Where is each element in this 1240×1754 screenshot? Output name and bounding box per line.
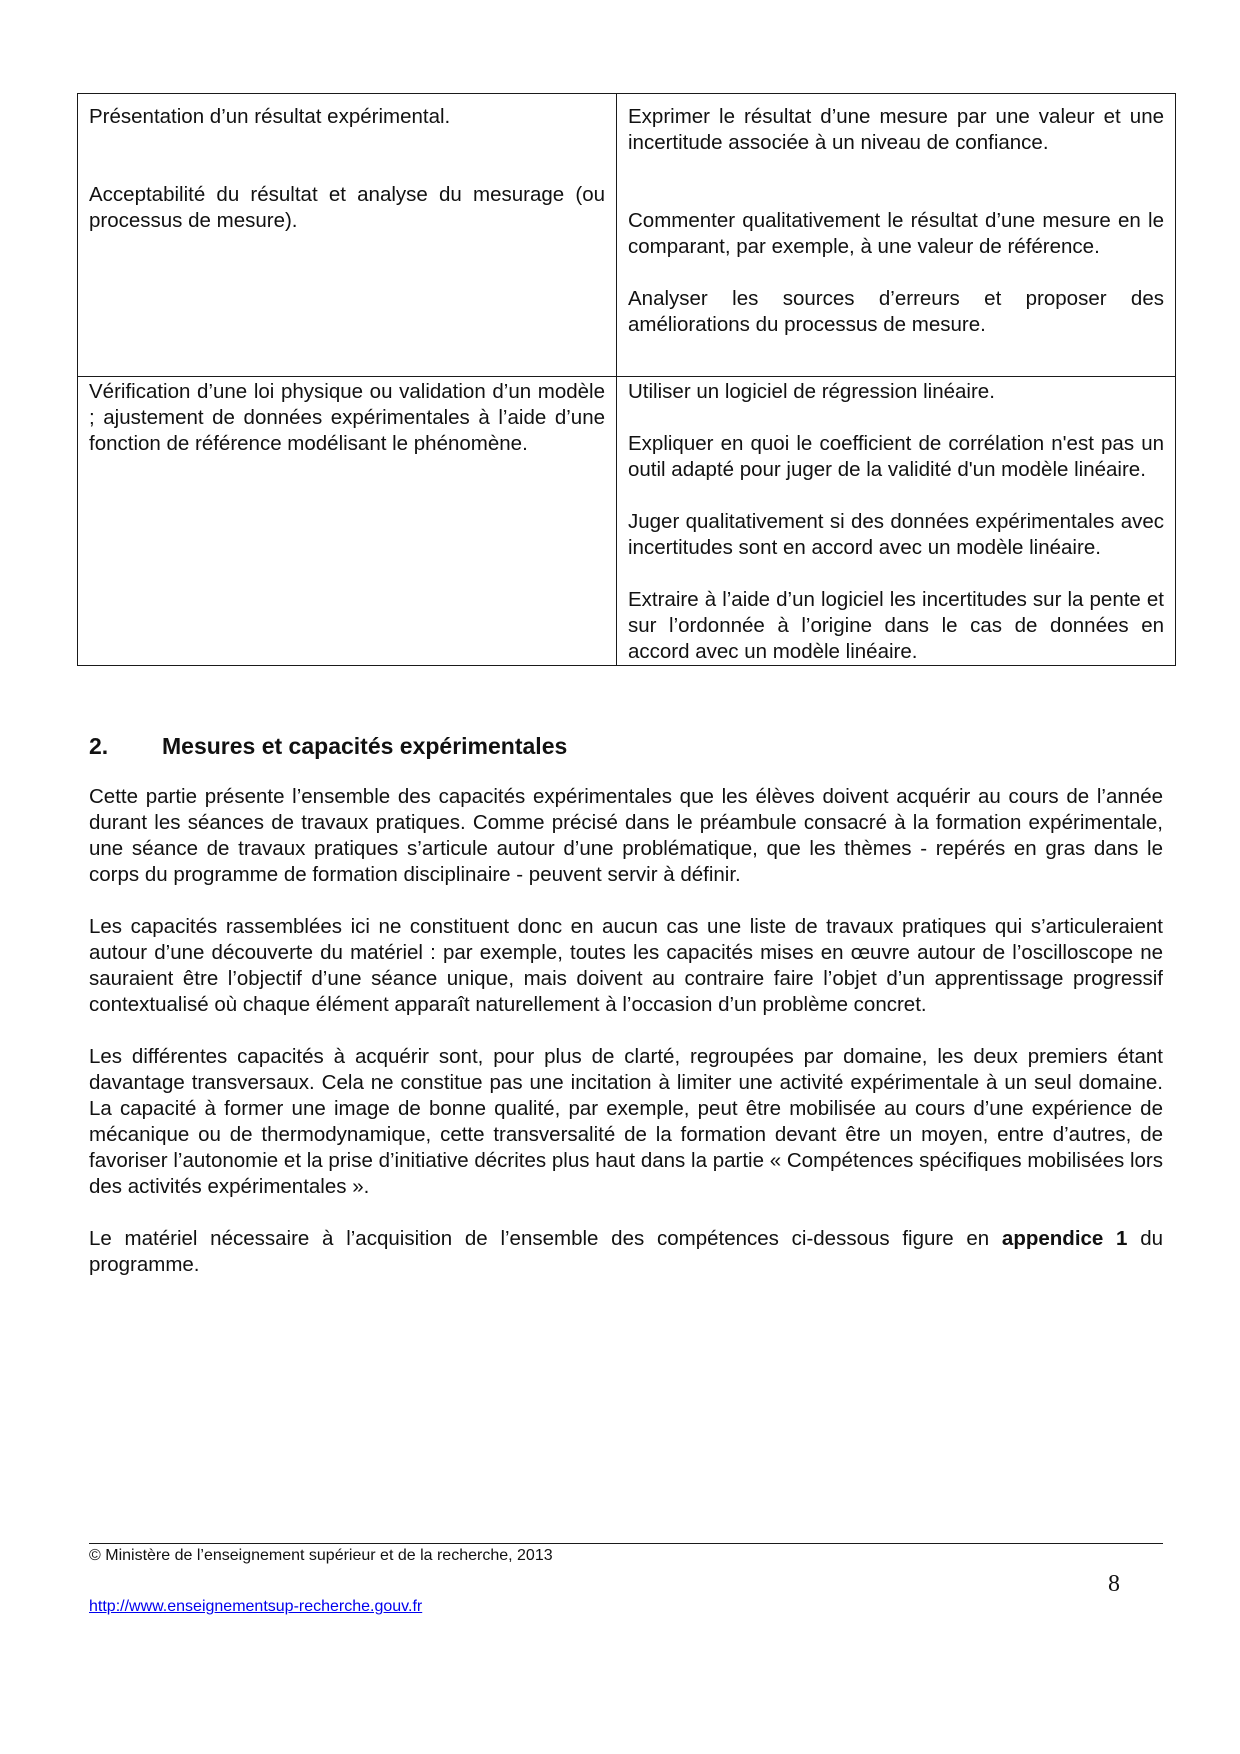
table-cell-text: Commenter qualitativement le résultat d’une mesure en le comparant, par exemple, à une valeur de référence. — [628, 209, 1164, 258]
table-cell-text: Extraire à l’aide d’un logiciel les incertitudes sur la pente et sur l’ordonnée à l’origine dans le cas de données en accord avec un modèle linéaire. — [628, 588, 1164, 663]
table-cell-text: Expliquer en quoi le coefficient de corrélation n'est pas un outil adapté pour juger de la validité d'un modèle linéaire. — [628, 432, 1164, 481]
table-row — [78, 94, 1176, 377]
table-cell-text: Exprimer le résultat d’une mesure par une valeur et une incertitude associée à un niveau de confiance. — [628, 105, 1164, 154]
section-heading — [89, 733, 567, 760]
table-cell-text: Vérification d’une loi physique ou validation d’un modèle ; ajustement de données expérimentales à l’aide d’une fonction de référence modélisant le phénomène. — [89, 380, 605, 455]
table-cell-text: Acceptabilité du résultat et analyse du mesurage (ou processus de mesure). — [89, 183, 605, 232]
table-cell-capacities — [617, 94, 1176, 377]
table-cell-text: Présentation d’un résultat expérimental. — [89, 105, 451, 128]
table-cell-notions — [78, 94, 617, 377]
table-cell-notions — [78, 377, 617, 666]
appendix-reference: appendice 1 — [1001, 1227, 1128, 1250]
paragraph: Cette partie présente l’ensemble des capacités expérimentales que les élèves doivent acquérir au cours de l’année durant les séances de travaux pratiques. Comme précisé dans le préambule consacré à la formation expérimentale, une séance de travaux pratiques s’articule autour d’une problématique, que les thèmes - repérés en gras dans le corps du programme de formation disciplinaire - peuvent servir à définir. — [89, 785, 1163, 886]
page-number: 8 — [1108, 1571, 1120, 1597]
table-cell-text: Juger qualitativement si des données expérimentales avec incertitudes sont en accord avec un modèle linéaire. — [628, 510, 1164, 559]
footer-copyright: © Ministère de l’enseignement supérieur et de la recherche, 2013 — [89, 1547, 553, 1564]
paragraph-appendix: Le matériel nécessaire à l’acquisition de l’ensemble des compétences ci-dessous figure en appendice 1 du programme. — [89, 1227, 1163, 1276]
section-title: Mesures et capacités expérimentales — [162, 733, 568, 759]
table-cell-text: Utiliser un logiciel de régression linéaire. — [628, 380, 995, 403]
table-cell-capacities — [617, 377, 1176, 666]
paragraph: Les différentes capacités à acquérir sont, pour plus de clarté, regroupées par domaine, les deux premiers étant davantage transversaux. Cela ne constitue pas une incitation à limiter une activité expérimentale à un seul domaine. La capacité à former une image de bonne qualité, par exemple, peut être mobilisée au cours d’une expérience de mécanique ou de thermodynamique, cette transversalité de la formation devant être un moyen, entre d’autres, de favoriser l’autonomie et la prise d’initiative décrites plus haut dans la partie « Compétences spécifiques mobilisées lors des activités expérimentales ». — [89, 1045, 1163, 1198]
table-cell-text: Analyser les sources d’erreurs et proposer des améliorations du processus de mesure. — [628, 287, 1164, 336]
footer-website-link[interactable]: http://www.enseignementsup-recherche.gouv.fr — [89, 1598, 423, 1615]
section-number: 2. — [89, 733, 109, 759]
table-row — [78, 377, 1176, 666]
footer-divider — [89, 1543, 1163, 1544]
paragraph: Les capacités rassemblées ici ne constituent donc en aucun cas une liste de travaux pratiques qui s’articuleraient autour d’une découverte du matériel : par exemple, toutes les capacités mises en œuvre autour de l’oscilloscope ne sauraient être l’objectif d’une séance unique, mais doivent au contraire faire l’objet d’un apprentissage progressif contextualisé où chaque élément apparaît naturellement à l’occasion d’un problème concret. — [89, 915, 1163, 1016]
requirements-table — [77, 93, 1176, 666]
section-body — [89, 784, 1163, 1304]
